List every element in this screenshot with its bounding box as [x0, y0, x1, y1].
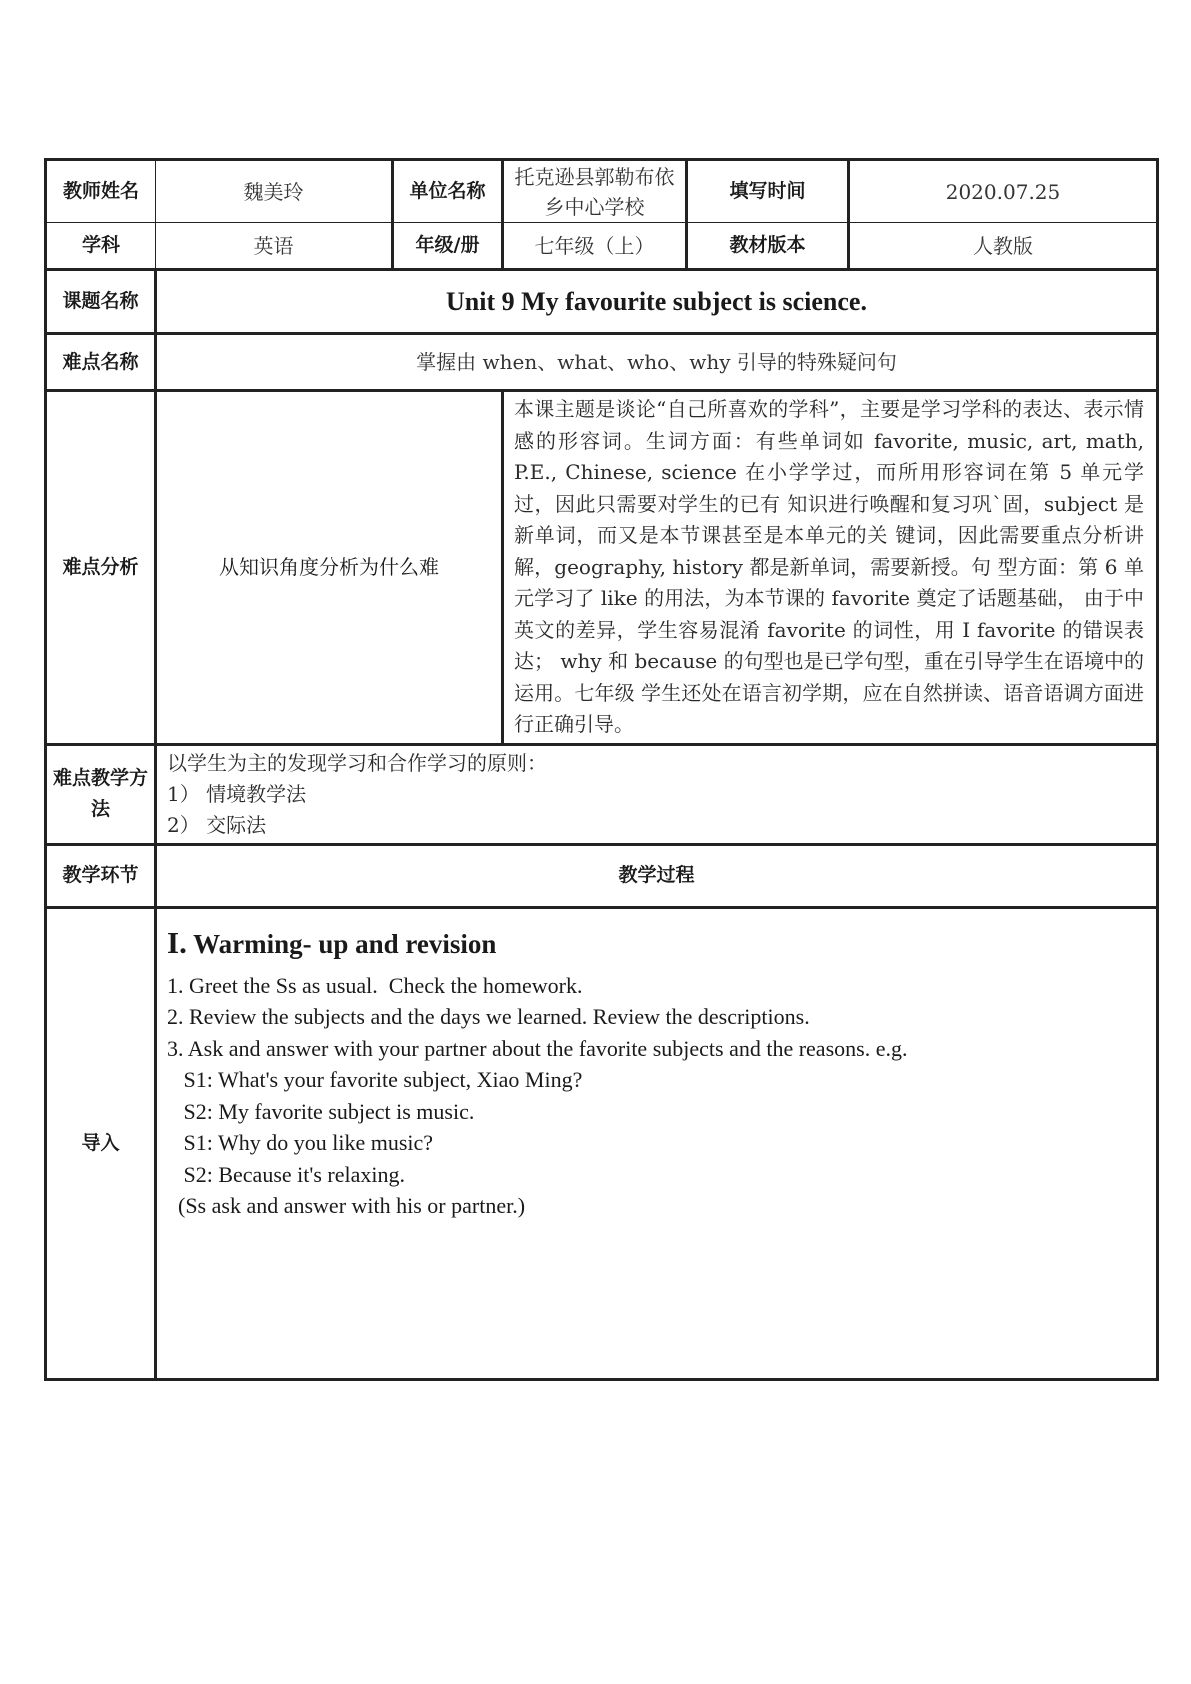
lesson-plan-form [44, 158, 1156, 1381]
process-line-8: (Ss ask and answer with his or partner.) [167, 1193, 526, 1218]
section-title: Warming- up and revision [193, 928, 497, 959]
intro-stage-label: 导入 [46, 907, 156, 1379]
row-method [46, 744, 1158, 844]
section-roman-numeral: I. [167, 924, 187, 960]
row-difficulty [46, 334, 1158, 391]
fill-date-value: 2020.07.25 [849, 160, 1158, 223]
method-item-2: 2） 交际法 [167, 812, 267, 837]
row-intro-stage [46, 907, 1158, 1379]
process-line-4: S1: What's your favorite subject, Xiao Ming? [167, 1067, 583, 1092]
teacher-name-label: 教师姓名 [46, 160, 156, 223]
row-analysis [46, 391, 1158, 745]
process-line-1: 1. Greet the Ss as usual. Check the homework. [167, 972, 583, 998]
row-subject-info [46, 223, 1158, 270]
analysis-label: 难点分析 [46, 391, 156, 745]
edition-label: 教材版本 [687, 223, 849, 270]
difficulty-value: 掌握由 when、what、who、why 引导的特殊疑问句 [156, 334, 1158, 391]
method-item-1: 1） 情境教学法 [167, 781, 307, 806]
subject-value: 英语 [156, 223, 393, 270]
teacher-name-value: 魏美玲 [156, 160, 393, 223]
analysis-sub-label: 从知识角度分析为什么难 [156, 391, 503, 745]
process-line-5: S2: My favorite subject is music. [167, 1098, 475, 1124]
difficulty-label: 难点名称 [46, 334, 156, 391]
analysis-text: 本课主题是谈论“自己所喜欢的学科”，主要是学习学科的表达、表示情感的形容词。生词方面：有些单词如 favorite, music, art, math, P.E., Chinese, science 在小学学过，而所用形容词在第 5 单元学过，因此只需要对学生的已有 知识进行唤醒和复习巩`固，subject 是新单词，而又是本节课甚至是本单元的关 键词，因此需要重点分析讲解，geography, history 都是新单词，需要新授。句 型方面：第 6 单元学习了 like 的用法，为本节课的 favorite 奠定了话题基础， 由于中英文的差异，学生容易混淆 favorite 的词性，用 I favorite 的错误表达； why 和 because 的句型也是已学句型，重在引导学生在语境中的运用。七年级 学生还处在语言初学期，应在自然拼读、语音语调方面进行正确引导。 [503, 391, 1158, 745]
edition-value: 人教版 [849, 223, 1158, 270]
grade-label: 年级/册 [393, 223, 503, 270]
method-label: 难点教学方法 [46, 744, 156, 844]
process-line-6: S1: Why do you like music? [167, 1130, 434, 1155]
unit-name-label: 单位名称 [393, 160, 503, 223]
fill-date-label: 填写时间 [687, 160, 849, 223]
section-heading [167, 923, 1146, 964]
method-intro: 以学生为主的发现学习和合作学习的原则： [167, 750, 547, 775]
intro-stage-content [156, 907, 1158, 1379]
stage-label: 教学环节 [46, 844, 156, 907]
row-teacher-info [46, 160, 1158, 223]
process-line-3: 3. Ask and answer with your partner about the favorite subjects and the reasons. e.g. [167, 1035, 908, 1061]
method-content [156, 744, 1158, 844]
unit-name-value: 托克逊县郭勒布依乡中心学校 [503, 160, 687, 223]
process-label: 教学过程 [156, 844, 1158, 907]
process-line-2: 2. Review the subjects and the days we learned. Review the descriptions. [167, 1004, 810, 1029]
subject-label: 学科 [46, 223, 156, 270]
topic-title: Unit 9 My favourite subject is science. [156, 270, 1158, 334]
grade-value: 七年级（上） [503, 223, 687, 270]
topic-label: 课题名称 [46, 270, 156, 334]
process-line-7: S2: Because it's relaxing. [167, 1161, 405, 1187]
row-topic [46, 270, 1158, 334]
row-process-header [46, 844, 1158, 907]
lesson-plan-table [44, 158, 1159, 1381]
